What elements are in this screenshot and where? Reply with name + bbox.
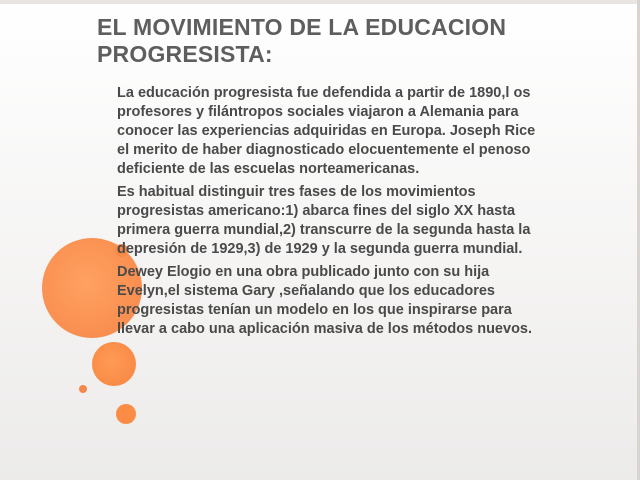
- text-line: depresión de 1929,3) de 1929 y la segunda guerra mundial.: [117, 241, 523, 257]
- text-line: conocer las experiencias adquiridas en Europa. Joseph Rice: [117, 123, 536, 139]
- decorative-circle-medium: [92, 342, 136, 386]
- slide-body: [117, 84, 597, 343]
- slide-title: [97, 14, 617, 68]
- paragraph-phases: [117, 183, 597, 259]
- text-line: profesores y filántropos sociales viajaron a Alemania para: [117, 104, 519, 120]
- title-line: PROGRESISTA:: [97, 41, 273, 67]
- title-line: EL MOVIMIENTO DE LA EDUCACION: [97, 14, 507, 40]
- text-line: Evelyn,el sistema Gary ,señalando que los educadores: [117, 283, 495, 299]
- text-line: deficiente de las escuelas norteamericanas.: [117, 161, 420, 177]
- text-line: progresistas americano:1) abarca fines del siglo XX hasta: [117, 203, 516, 219]
- text-line: Dewey Elogio en una obra publicado junto con su hija: [117, 264, 490, 280]
- text-line: el merito de haber diagnosticado elocuentemente el penoso: [117, 142, 531, 158]
- text-line: primera guerra mundial,2) transcurre de la segunda hasta la: [117, 222, 531, 238]
- paragraph-history: [117, 84, 597, 179]
- text-line: progresistas tenían un modelo en los que inspirarse para: [117, 302, 512, 318]
- text-line: llevar a cabo una aplicación masiva de los métodos nuevos.: [117, 321, 533, 337]
- text-line: Es habitual distinguir tres fases de los movimientos: [117, 184, 476, 200]
- slide-top-border: [0, 0, 640, 4]
- paragraph-dewey: [117, 263, 597, 339]
- decorative-circle-small: [116, 404, 136, 424]
- text-line: La educación progresista fue defendida a partir de 1890,l os: [117, 85, 531, 101]
- decorative-circle-dot: [79, 385, 87, 393]
